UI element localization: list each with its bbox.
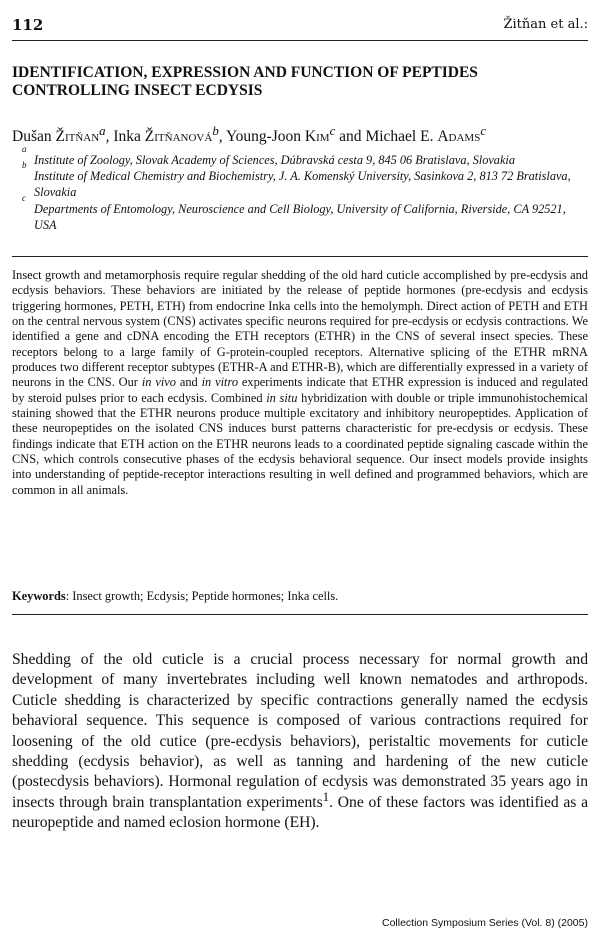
- running-head: Žitňan et al.:: [503, 17, 588, 32]
- page-footer: Collection Symposium Series (Vol. 8) (2005): [381, 917, 588, 929]
- header-rule: [12, 40, 588, 41]
- abstract-rule-top: [12, 256, 588, 257]
- affiliation: c Departments of Entomology, Neuroscience and Cell Biology, University of California, Riverside, CA 92521, USA: [22, 192, 566, 232]
- author: Inka Žitňanová$^b$,: [113, 122, 226, 145]
- keywords: Keywords: Insect growth; Ecdysis; Peptide hormones; Inka cells.: [12, 589, 339, 603]
- author: Michael E. Adams$^c$: [365, 122, 487, 145]
- article-title: IDENTIFICATION, EXPRESSION AND FUNCTION OF PEPTIDES CONTROLLING INSECT ECDYSIS: [12, 64, 478, 99]
- page-header: [12, 16, 588, 38]
- author: Young-Joon Kim$^c$ and: [225, 122, 366, 145]
- body-paragraph: Shedding of the old cuticle is a crucial process necessary for normal growth and development of many invertebrates including well known nematodes and arthropods. Cuticle shedding is characterized by specific contractions generally named the ecdysis behavioral sequence. This sequence is composed of various contractions required for loosening of the old cutice (pre-ecdysis behaviors), peristaltic movements for cuticle shedding (ecdysis behavior), as well as tanning and hardening of the new cuticle (postecdysis behaviors). Hormonal regulation of ecdysis was demonstrated 35 years ago in insects through brain transplantation experiments$^1$. One of these factors was identified as a neuropeptide and named eclosion hormone (EH).: [12, 651, 588, 832]
- abstract-rule-bottom: [12, 614, 588, 615]
- affiliation: a Institute of Zoology, Slovak Academy of Sciences, Dúbravská cesta 9, 845 06 Bratislava, Slovakia: [22, 144, 515, 167]
- abstract: Insect growth and metamorphosis require regular shedding of the old hard cuticle accomplished by pre-ecdysis and ecdysis behaviors. These behaviors are initiated by the release of peptide hormones (pre-ecdysis and ecdysis triggering hormones, PETH, ETH) from endocrine Inka cells into the hemolymph. Direct action of PETH and ETH on the central nervous system (CNS) activates specific neurons required for pre-ecdysis or ecdysis contractions. We identified a gene and cDNA encoding the ETH receptors (ETHR) in the CNS of several insect species. These receptors belong to a large family of G-protein-coupled receptors. Alternative splicing of the ETHR mRNA produces two different receptor subtypes (ETHR-A and ETHR-B), which are differentially expressed in a variety of neurons in the CNS. Our in vivo and in vitro experiments indicate that ETHR expression is induced and regulated by steroid pulses prior to each ecdysis. Combined in situ hybridization with double or triple immunohistochemical staining showed that the ETHR neurons produce multiple excitatory and inhibitory neuropeptides. Application of these neuropeptides on the isolated CNS induces burst patterns characteristic for pre-ecdysis or ecdysis. These findings indicate that ETH action on the ETHR neurons leads to a coordinated peptide signaling cascade within the CNS, which controls consecutive phases of the ecdysis behavioral sequence. Our insect models provide insights into understanding of peptide-receptor interactions resulting in well defined and programmed behaviors, which are common in all animals.: [12, 268, 588, 497]
- author-list: [12, 122, 588, 147]
- reference-mark: 1: [322, 788, 330, 804]
- affiliations: [12, 144, 588, 233]
- author: Dušan Žitňan$^a$,: [12, 122, 114, 145]
- affiliation: b Institute of Medical Chemistry and Biochemistry, J. A. Komenský University, Sasinkova 2, 813 72 Bratislava, Slovakia: [22, 160, 571, 200]
- page-number: 112: [12, 16, 44, 34]
